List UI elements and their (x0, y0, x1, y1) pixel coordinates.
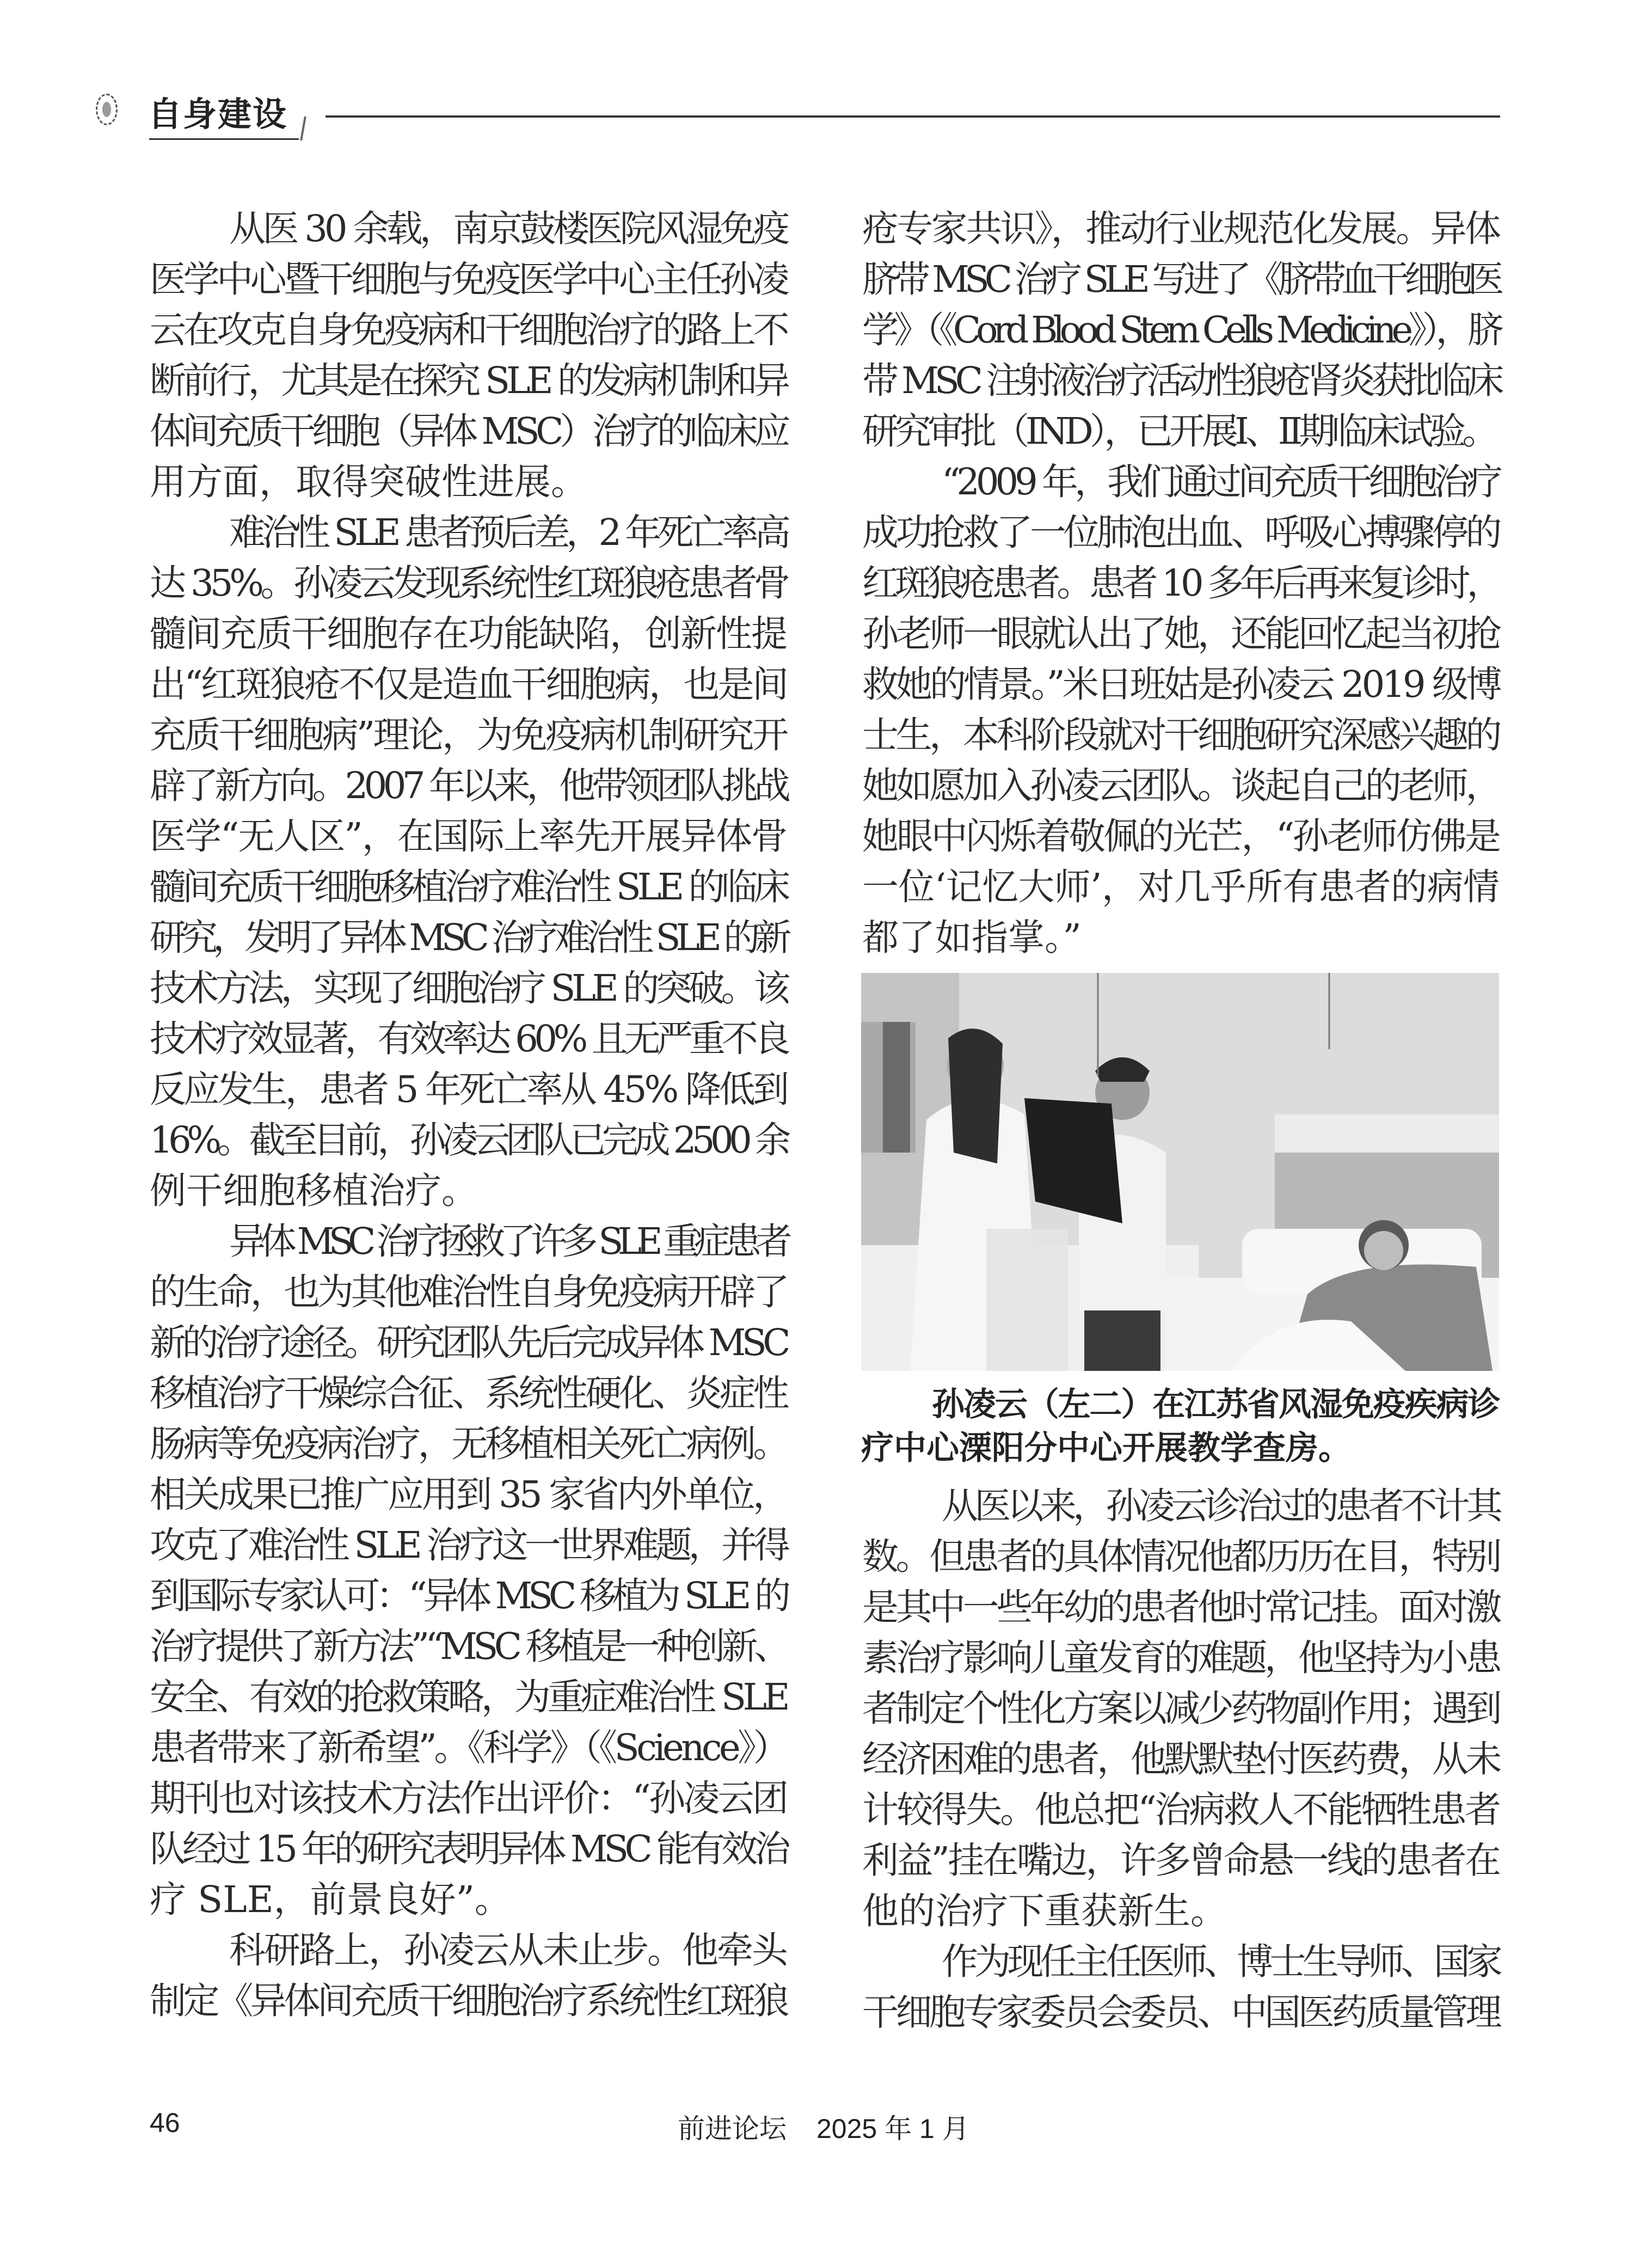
paragraph (150, 1925, 787, 2026)
text-line: 反应发生，患者 5 年死亡率从 45% 降低到 (150, 1068, 787, 1111)
text-line: 是其中一些年幼的患者他时常记挂。面对激 (862, 1586, 1499, 1628)
text-line: 安全、有效的抢救策略，为重症难治性 SLE (150, 1676, 787, 1718)
text-line: “2009 年，我们通过间充质干细胞治疗 (942, 461, 1500, 503)
header-divider (326, 115, 1500, 118)
text-line: 研究，发明了异体 MSC 治疗难治性 SLE 的新 (150, 916, 787, 959)
text-line: 脐带 MSC 治疗 SLE 写进了《脐带血干细胞医 (862, 258, 1500, 301)
text-line: 难治性 SLE 患者预后差，2 年死亡率高 (229, 511, 787, 554)
text-line: 作为现任主任医师、博士生导师、国家 (942, 1940, 1499, 1983)
text-line: 出“红斑狼疮不仅是造血干细胞病，也是间 (150, 663, 787, 706)
text-line: 科研路上，孙凌云从未止步。他牵头 (229, 1929, 787, 1971)
text-line: 髓间充质干细胞存在功能缺陷，创新性提 (150, 612, 787, 655)
section-bullet-icon (96, 94, 118, 125)
article-photo (861, 973, 1499, 1371)
publication-name: 前进论坛 (678, 2114, 787, 2144)
text-line: 利益”挂在嘴边，许多曾命悬一线的患者在 (862, 1839, 1499, 1882)
text-line: 异体 MSC 治疗拯救了许多 SLE 重症患者 (229, 1220, 787, 1263)
paragraph (862, 1937, 1499, 2038)
text-line: 孙老师一眼就认出了她，还能回忆起当初抢 (862, 612, 1499, 655)
text-line: 经济困难的患者，他默默垫付医药费，从未 (862, 1738, 1499, 1780)
text-line: 断前行，尤其是在探究 SLE 的发病机制和异 (150, 359, 787, 402)
text-line: 16%。截至目前，孙凌云团队已完成 2500 余 (150, 1119, 787, 1161)
text-line: 数。但患者的具体情况他都历历在目，特别 (862, 1535, 1499, 1578)
text-line: 技术方法，实现了细胞治疗 SLE 的突破。该 (150, 967, 787, 1009)
text-line: 相关成果已推广应用到 35 家省内外单位， (150, 1473, 787, 1516)
text-line: 医学中心暨干细胞与免疫医学中心主任孙凌 (150, 258, 787, 301)
text-line: 的生命，也为其他难治性自身免疫病开辟了 (150, 1271, 787, 1313)
text-line: 充质干细胞病”理论，为免疫病机制研究开 (150, 714, 787, 756)
text-line: 他的治疗下重获新生。 (862, 1890, 1227, 1932)
text-line: 疗 SLE，前景良好”。 (150, 1878, 511, 1921)
text-line: 士生，本科阶段就对干细胞研究深感兴趣的 (862, 714, 1499, 756)
section-title: 自身建设 (148, 94, 288, 134)
paragraph (150, 204, 787, 507)
text-line: 髓间充质干细胞移植治疗难治性 SLE 的临床 (150, 866, 787, 908)
text-line: 期刊也对该技术方法作出评价：“孙凌云团 (150, 1777, 787, 1820)
issue-date: 2025 年 1 月 (816, 2114, 969, 2144)
text-line: 成功抢救了一位肺泡出血、呼吸心搏骤停的 (862, 511, 1499, 554)
text-line: 疮专家共识》，推动行业规范化发展。异体 (862, 207, 1499, 250)
ward-round-photo (861, 973, 1499, 1371)
text-line: 到国际专家认可：“异体 MSC 移植为 SLE 的 (150, 1575, 787, 1617)
text-line: 制定《异体间充质干细胞治疗系统性红斑狼 (150, 1980, 787, 2022)
caption-line: 疗中心溧阳分中心开展教学查房。 (861, 1429, 1351, 1467)
header-underline (149, 138, 299, 140)
text-line: 用方面，取得突破性进展。 (150, 461, 587, 503)
text-line: 她眼中闪烁着敬佩的光芒，“孙老师仿佛是 (862, 815, 1499, 857)
text-line: 达 35%。孙凌云发现系统性红斑狼疮患者骨 (150, 562, 787, 604)
text-line: 体间充质干细胞（异体 MSC）治疗的临床应 (150, 410, 787, 452)
caption-line: 孙凌云（左二）在江苏省风湿免疫疾病诊 (932, 1386, 1499, 1424)
text-line: 一位‘记忆大师’，对几乎所有患者的病情 (862, 866, 1499, 908)
text-line: 救她的情景。”米日班姑是孙凌云 2019 级博 (862, 663, 1500, 706)
text-line: 肠病等免疫病治疗，无移植相关死亡病例。 (150, 1423, 787, 1465)
text-line: 研究审批（IND），已开展Ⅰ、Ⅱ期临床试验。 (862, 410, 1495, 452)
text-line: 者制定个性化方案以减少药物副作用；遇到 (862, 1687, 1499, 1730)
text-line: 医学“无人区”，在国际上率先开展异体骨 (150, 815, 787, 857)
text-line: 从医以来，孙凌云诊治过的患者不计其 (942, 1485, 1499, 1527)
text-line: 技术疗效显著，有效率达 60% 且无严重不良 (150, 1018, 787, 1060)
paragraph (150, 507, 787, 1216)
text-line: 辟了新方向。2007 年以来，他带领团队挑战 (150, 764, 787, 807)
text-line: 红斑狼疮患者。患者 10 多年后再来复诊时， (862, 562, 1499, 604)
text-line: 例干细胞移植治疗。 (150, 1169, 478, 1212)
paragraph (862, 457, 1499, 963)
right-column-top (862, 204, 1499, 963)
text-line: 治疗提供了新方法”“MSC 移植是一种创新、 (150, 1625, 787, 1668)
text-line: 移植治疗干燥综合征、系统性硬化、炎症性 (150, 1372, 787, 1414)
text-line: 计较得失。他总把“治病救人不能牺牲患者 (862, 1788, 1499, 1831)
text-line: 攻克了难治性 SLE 治疗这一世界难题，并得 (150, 1524, 787, 1566)
text-line: 云在攻克自身免疫病和干细胞治疗的路上不 (150, 309, 787, 351)
paragraph (862, 204, 1499, 457)
text-line: 带 MSC 注射液治疗活动性狼疮肾炎获批临床 (862, 359, 1500, 402)
left-column (150, 204, 787, 2026)
text-line: 素治疗影响儿童发育的难题，他坚持为小患 (862, 1637, 1499, 1679)
right-column-bottom (862, 1481, 1499, 2038)
paragraph (862, 1481, 1499, 1937)
text-line: 干细胞专家委员会委员、中国医药质量管理 (862, 1991, 1499, 2033)
paragraph (150, 1216, 787, 1925)
text-line: 她如愿加入孙凌云团队。谈起自己的老师， (862, 764, 1499, 807)
text-line: 队经过 15 年的研究表明异体 MSC 能有效治 (150, 1828, 787, 1870)
text-line: 从医 30 余载，南京鼓楼医院风湿免疫 (229, 207, 787, 250)
text-line: 新的治疗途径。研究团队先后完成异体 MSC (150, 1321, 787, 1364)
page-number: 46 (150, 2108, 180, 2138)
text-line: 患者带来了新希望”。《科学》（《Science》） (150, 1726, 787, 1769)
text-line: 学》（《Cord Blood Stem Cells Medicine》），脐 (862, 309, 1499, 351)
text-line: 都了如指掌。” (862, 916, 1082, 959)
header-divider-diagonal (300, 117, 306, 140)
photo-caption (861, 1383, 1499, 1470)
